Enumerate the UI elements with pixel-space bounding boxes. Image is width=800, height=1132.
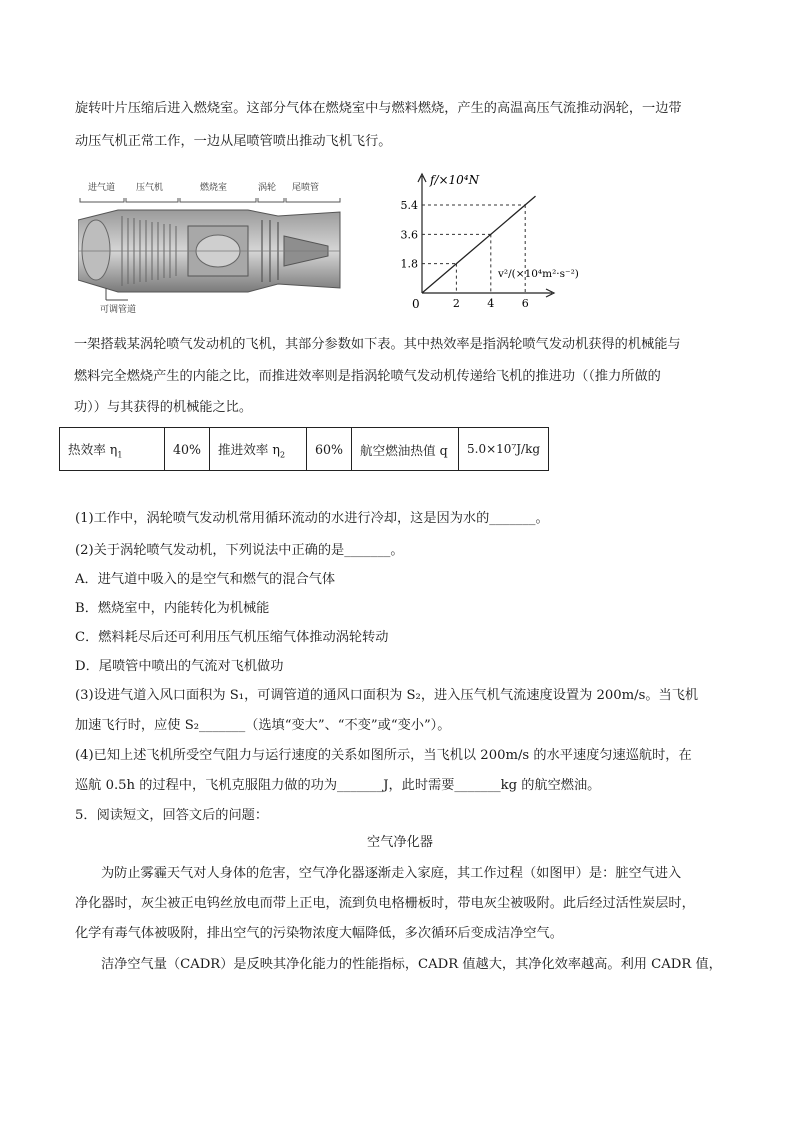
engine-figure — [78, 176, 348, 318]
table-cell-fuel-label: 航空燃油热值 q — [352, 428, 459, 471]
x-axis-title: v²/(×10⁴m²·s⁻²) — [498, 268, 579, 280]
parameter-table — [59, 427, 549, 471]
y-tick-label: 1.8 — [400, 257, 418, 271]
eta1-sub: 1 — [117, 450, 123, 460]
engine-label-nozzle: 尾喷管 — [292, 183, 320, 193]
option-b: B．燃烧室中，内能转化为机械能 — [75, 601, 270, 616]
section-5-title: 空气净化器 — [367, 835, 433, 850]
question-2: (2)关于涡轮喷气发动机，下列说法中正确的是_______。 — [75, 543, 404, 558]
y-tick-label: 5.4 — [400, 198, 418, 212]
table-cell-propulsive-value: 60% — [307, 428, 352, 471]
section-5-para1-line-2: 净化器时，灰尘被正电钨丝放电而带上正电，流到负电格栅板时，带电灰尘被吸附。此后经过活性炭层时， — [75, 896, 695, 911]
question-4-line-1: (4)已知上述飞机所受空气阻力与运行速度的关系如图所示，当飞机以 200m/s 的水平速度匀速巡航时，在 — [75, 748, 692, 763]
table-cell-propulsive-label — [210, 428, 307, 471]
table-row — [60, 428, 549, 471]
engine-label-turbine: 涡轮 — [258, 183, 277, 193]
question-1: (1)工作中，涡轮喷气发动机常用循环流动的水进行冷却，这是因为水的_______。 — [75, 511, 549, 526]
para1-line-2: 燃料完全燃烧产生的内能之比，而推进效率则是指涡轮喷气发动机传递给飞机的推进功（（推力所做的 — [74, 369, 661, 384]
chart-svg — [390, 166, 610, 316]
section-5-para1-line-1: 为防止雾霾天气对人身体的危害，空气净化器逐渐走入家庭，其工作过程（如图甲）是：脏空气进入 — [101, 866, 682, 881]
section-5-para2-line-1: 洁净空气量（CADR）是反映其净化能力的性能指标，CADR 值越大，其净化效率越高。利用 CADR 值， — [101, 957, 722, 972]
intro-line-2: 动压气机正常工作，一边从尾喷管喷出推动飞机飞行。 — [75, 134, 392, 149]
option-d: D．尾喷管中喷出的气流对飞机做功 — [75, 659, 284, 674]
drag-chart — [390, 166, 610, 316]
engine-label-compressor: 压气机 — [136, 183, 164, 193]
option-c: C．燃料耗尽后还可利用压气机压缩气体推动涡轮转动 — [75, 630, 389, 645]
section-5-heading: 5．阅读短文，回答文后的问题： — [75, 808, 269, 823]
y-tick-label: 3.6 — [400, 228, 418, 242]
x-tick-label: 4 — [487, 297, 495, 310]
table-cell-thermal-value: 40% — [165, 428, 210, 471]
thermal-efficiency-label: 热效率 η — [68, 441, 118, 457]
engine-label-combustor: 燃烧室 — [200, 183, 228, 193]
para1-line-1: 一架搭载某涡轮喷气发动机的飞机，其部分参数如下表。其中热效率是指涡轮喷气发动机获得的机械能与 — [74, 337, 681, 352]
x-tick-label: 6 — [521, 297, 529, 310]
propulsive-efficiency-label: 推进效率 η — [218, 441, 280, 457]
question-3-line-1: (3)设进气道入风口面积为 S₁，可调管道的通风口面积为 S₂，进入压气机气流速度设置为 200m/s。当飞机 — [75, 688, 699, 703]
para1-line-3: 功））与其获得的机械能之比。 — [74, 400, 253, 415]
table-cell-fuel-value: 5.0×10⁷J/kg — [459, 428, 549, 471]
question-3-line-2: 加速飞行时，应使 S₂_______（选填“变大”、“不变”或“变小”）。 — [75, 718, 451, 733]
origin-label: 0 — [412, 297, 420, 311]
x-tick-label: 2 — [452, 297, 460, 310]
section-5-para1-line-3: 化学有毒气体被吸附，排出空气的污染物浓度大幅降低，多次循环后变成洁净空气。 — [75, 926, 563, 941]
engine-cutaway-image — [78, 176, 348, 318]
eta2-sub: 2 — [279, 450, 286, 460]
option-a: A．进气道中吸入的是空气和燃气的混合气体 — [75, 572, 336, 587]
engine-label-intake: 进气道 — [88, 183, 116, 193]
intro-line-1: 旋转叶片压缩后进入燃烧室。这部分气体在燃烧室中与燃料燃烧，产生的高温高压气流推动涡轮，一边带 — [75, 101, 682, 116]
y-axis-title: f/×10⁴N — [430, 173, 480, 187]
table-cell-thermal-label — [60, 428, 165, 471]
engine-label-bypass: 可调管道 — [100, 305, 137, 315]
question-4-line-2: 巡航 0.5h 的过程中，飞机克服阻力做的功为_______J，此时需要_______kg 的航空燃油。 — [75, 778, 601, 793]
